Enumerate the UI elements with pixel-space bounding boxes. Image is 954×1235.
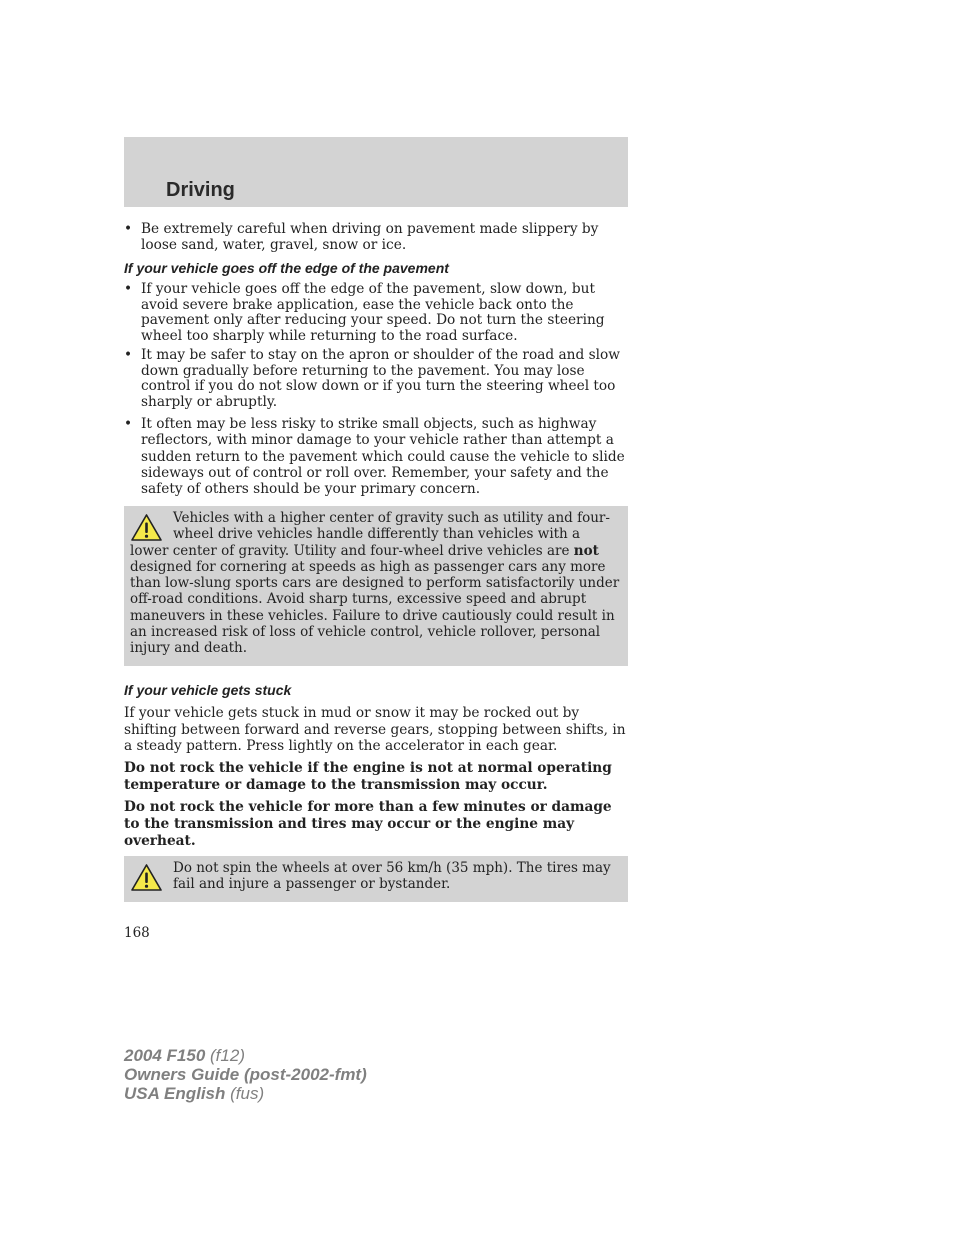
bullet-dot: • xyxy=(124,416,133,432)
bullet-text: If your vehicle goes off the edge of the pavement, slow down, but avoid severe brake application, ease the vehicle back onto the pavement only after reducing your speed. Do not turn the steering wheel too sharply while returning to the road surface. xyxy=(141,281,605,344)
section-title: Driving xyxy=(166,179,235,201)
subheading-stuck: If your vehicle gets stuck xyxy=(124,682,292,698)
footer-line: Owners Guide (post-2002-fmt) xyxy=(124,1065,367,1084)
bullet-text: It may be safer to stay on the apron or shoulder of the road and slow down gradually before returning to the pavement. You may lose control if you do not slow down or if you turn the steering wheel too sharply or abruptly. xyxy=(141,347,620,410)
bullet-text: Be extremely careful when driving on pavement made slippery by loose sand, water, gravel, snow or ice. xyxy=(141,221,599,253)
bold-warning-paragraph: Do not rock the vehicle if the engine is not at normal operating temperature or damage to the transmission may occur. xyxy=(124,760,612,793)
footer-line: 2004 F150 (f12) xyxy=(124,1046,245,1065)
page-number: 168 xyxy=(124,925,150,941)
bold-warning-paragraph: Do not rock the vehicle for more than a few minutes or damage to the transmission and tires may occur or the engine may overheat. xyxy=(124,799,612,849)
paragraph: If your vehicle gets stuck in mud or snow it may be rocked out by shifting between forward and reverse gears, stopping between shifts, in a steady pattern. Press lightly on the accelerator in each gear. xyxy=(124,705,626,754)
warning-triangle-icon xyxy=(130,863,163,892)
bullet-dot: • xyxy=(124,347,133,363)
document-footer xyxy=(124,1046,367,1103)
warning-box xyxy=(124,856,628,902)
subheading-off-pavement: If your vehicle goes off the edge of the pavement xyxy=(124,260,449,276)
bullet-text: It often may be less risky to strike small objects, such as highway reflectors, with minor damage to your vehicle rather than attempt a sudden return to the pavement which could cause the vehicle to slide sideways out of control or roll over. Remember, your safety and the safety of others should be your primary concern. xyxy=(141,416,625,498)
warning-box xyxy=(124,506,628,666)
emphasis-not: not xyxy=(573,542,599,559)
warning-text: Do not spin the wheels at over 56 km/h (35 mph). The tires may fail and injure a passenger or bystander. xyxy=(173,860,611,893)
bullet-dot: • xyxy=(124,281,133,297)
warning-text: Vehicles with a higher center of gravity such as utility and four-wheel drive vehicles handle differently than vehicles with a lower center of gravity. Utility and four-wheel drive vehicles are not designed for cornering at speeds as high as passenger cars any more than low-slung sports cars are designed to perform satisfactorily under off-road conditions. Avoid sharp turns, excessive speed and abrupt maneuvers in these vehicles. Failure to drive cautiously could result in an increased risk of loss of vehicle control, vehicle rollover, personal injury and death. xyxy=(130,510,620,657)
section-header xyxy=(124,137,628,207)
bullet-dot: • xyxy=(124,221,133,237)
footer-line: USA English (fus) xyxy=(124,1084,265,1103)
